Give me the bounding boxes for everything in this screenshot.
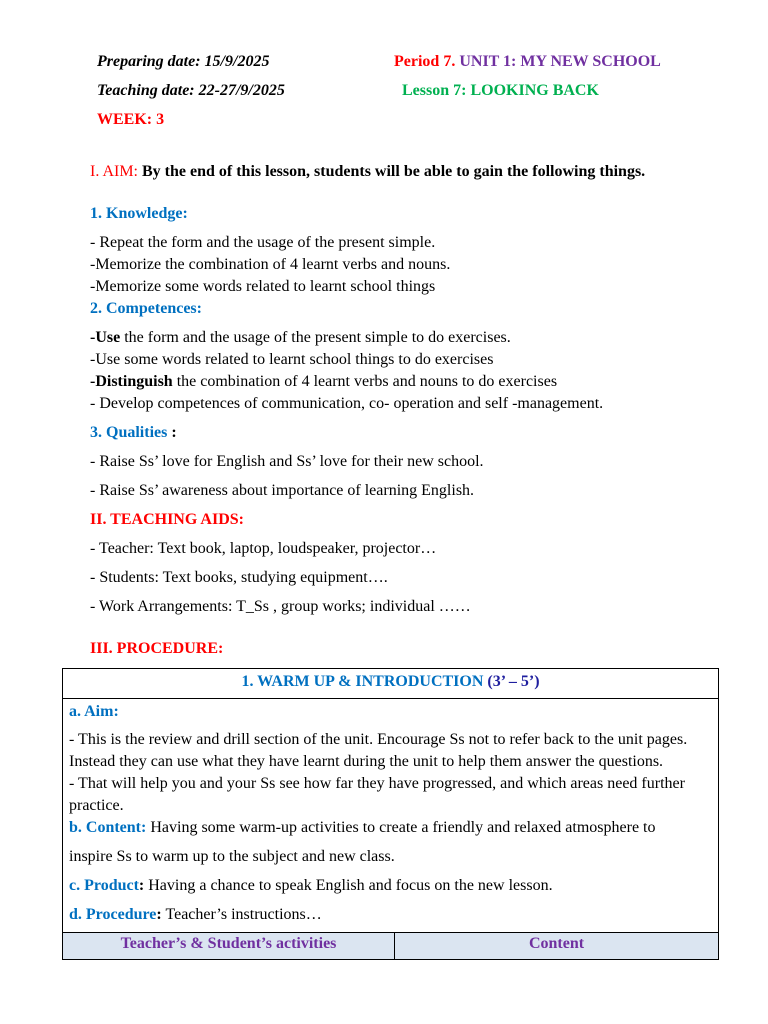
aim-text-line: - That will help you and your Ss see how far they have progressed, and which areas need further	[69, 775, 685, 792]
content-line-2: inspire Ss to warm up to the subject and new class.	[69, 848, 395, 865]
product-text: Having a chance to speak English and focus on the new lesson.	[144, 877, 553, 894]
content-subheading: b. Content:	[69, 819, 147, 836]
aim-text: By the end of this lesson, students will be able to gain the following things.	[142, 163, 646, 180]
product-line	[69, 875, 712, 897]
section-title-cell	[63, 669, 719, 699]
item-prefix: -	[90, 329, 96, 346]
column-header-activities: Teacher’s & Student’s activities	[63, 933, 395, 960]
product-colon: :	[138, 877, 145, 894]
lesson-title: Lesson 7: LOOKING BACK	[402, 82, 599, 99]
period-label: Period 7.	[394, 53, 456, 70]
qualities-label: 3. Qualities	[90, 424, 168, 441]
procedure-heading: III. PROCEDURE:	[90, 640, 224, 657]
aim-line	[90, 162, 645, 182]
table-row	[63, 933, 719, 960]
competences-heading: 2. Competences:	[90, 300, 202, 317]
knowledge-heading: 1. Knowledge:	[90, 205, 188, 222]
item-prefix: -	[90, 373, 96, 390]
product-subheading: c. Product	[69, 877, 139, 894]
list-item: -Use some words related to learnt school things to do exercises	[90, 351, 494, 368]
list-item	[90, 371, 603, 393]
aim-text-line: Instead they can use what they have learnt during the unit to help them answer the questions.	[69, 753, 664, 770]
competences-list	[90, 327, 603, 415]
list-item: -Memorize the combination of 4 learnt verbs and nouns.	[90, 256, 451, 273]
table-row	[63, 699, 719, 933]
qualities-heading	[90, 423, 177, 443]
procedure-subheading: d. Procedure	[69, 906, 157, 923]
section-body-cell	[63, 699, 719, 933]
list-item: - Work Arrangements: T_Ss , group works; individual ……	[90, 598, 471, 615]
list-item: - Repeat the form and the usage of the present simple.	[90, 234, 436, 251]
aim-text-line: - This is the review and drill section of the unit. Encourage Ss not to refer back to the unit pages.	[69, 731, 688, 748]
table-row	[63, 669, 719, 699]
list-item	[90, 327, 603, 349]
list-item: - Teacher: Text book, laptop, loudspeaker, projector…	[90, 540, 437, 557]
aim-text-line: practice.	[69, 797, 124, 814]
qualities-colon: :	[167, 424, 177, 441]
section-time: (3’ – 5’)	[487, 673, 540, 690]
list-item: - Raise Ss’ love for English and Ss’ love for their new school.	[90, 453, 484, 470]
procedure-table	[62, 668, 719, 960]
week-label: WEEK: 3	[97, 111, 165, 128]
item-keyword: Use	[95, 329, 121, 346]
column-header-content: Content	[395, 933, 719, 960]
content-text: Having some warm-up activities to create a friendly and relaxed atmosphere to	[146, 819, 656, 836]
procedure-text: Teacher’s instructions…	[161, 906, 322, 923]
item-text: the form and the usage of the present simple to do exercises.	[120, 329, 511, 346]
teaching-date: Teaching date: 22-27/9/2025	[97, 82, 285, 99]
section-title: 1. WARM UP & INTRODUCTION	[241, 673, 484, 690]
content-line	[69, 817, 712, 839]
aim-subheading: a. Aim:	[69, 703, 119, 720]
aim-label: I. AIM:	[90, 163, 138, 180]
teaching-aids-heading: II. TEACHING AIDS:	[90, 511, 244, 528]
unit-title: UNIT 1: MY NEW SCHOOL	[459, 53, 661, 70]
list-item: - Develop competences of communication, co- operation and self -management.	[90, 395, 604, 412]
procedure-colon: :	[156, 906, 162, 923]
item-keyword: Distinguish	[95, 373, 173, 390]
list-item: - Raise Ss’ awareness about importance of learning English.	[90, 482, 475, 499]
preparing-date: Preparing date: 15/9/2025	[97, 53, 270, 70]
list-item: -Memorize some words related to learnt school things	[90, 278, 436, 295]
unit-heading	[394, 52, 661, 72]
procedure-line	[69, 904, 712, 926]
knowledge-list	[90, 232, 450, 298]
item-text: the combination of 4 learnt verbs and nouns to do exercises	[172, 373, 558, 390]
list-item: - Students: Text books, studying equipment….	[90, 569, 388, 586]
